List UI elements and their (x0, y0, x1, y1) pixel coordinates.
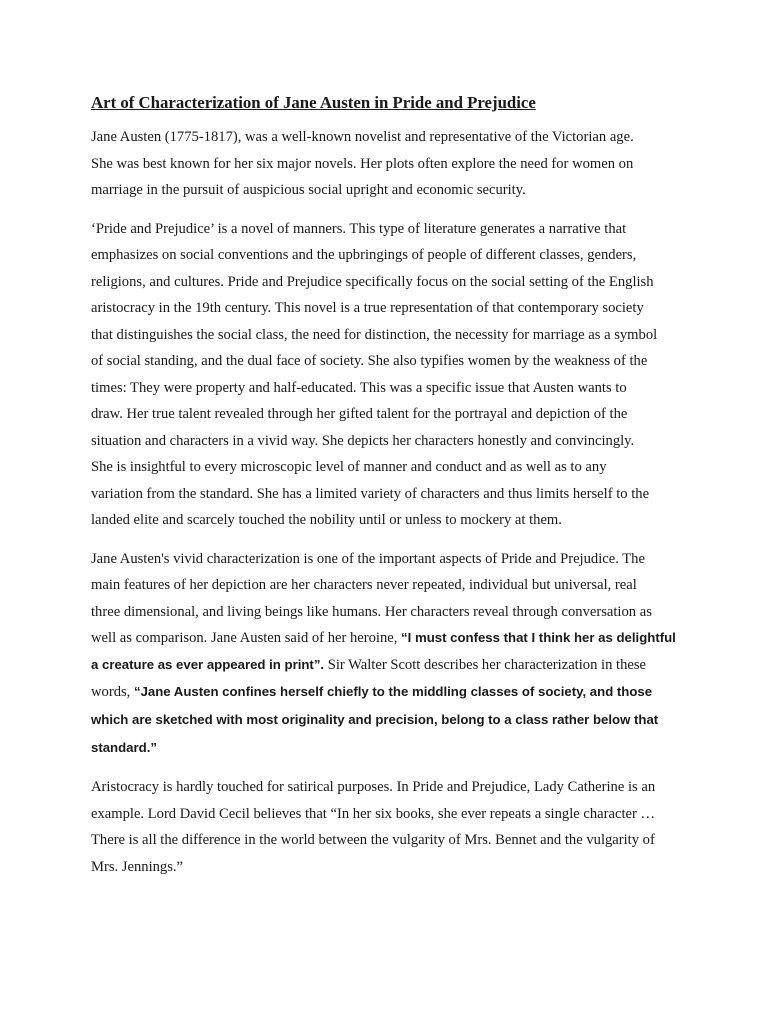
text-line: There is all the difference in the world between the vulgarity of Mrs. Bennet and the vulgarity of (91, 832, 655, 848)
text-line: situation and characters in a vivid way. She depicts her characters honestly and convincingly. (91, 432, 635, 449)
text-line: example. Lord David Cecil believes that “In her six books, she ever repeats a single character … (91, 805, 656, 822)
text-line: that distinguishes the social class, the need for distinction, the necessity for marriage as a symbol (91, 326, 658, 343)
paragraph-aristocracy (91, 774, 681, 880)
document-title: Art of Characterization of Jane Austen in Pride and Prejudice (91, 93, 536, 112)
quote-austen-end: a creature as ever appeared in print”. (91, 656, 325, 672)
text-segment: Sir Walter Scott describes her characterization in these (324, 656, 647, 673)
paragraph-intro (91, 124, 681, 204)
text-line (91, 734, 681, 762)
quote-scott: “Jane Austen confines herself chiefly to the middling classes of society, and those (133, 684, 653, 699)
text-line: variation from the standard. She has a limited variety of characters and thus limits herself to the (91, 485, 650, 502)
text-line: main features of her depiction are her characters never repeated, individual but universal, real (91, 577, 637, 593)
text-line: She is insightful to every microscopic level of manner and conduct and as well as to any (91, 459, 607, 475)
text-line: draw. Her true talent revealed through her gifted talent for the portrayal and depiction of the (91, 406, 628, 422)
text-line (91, 652, 681, 679)
text-line: religions, and cultures. Pride and Prejudice specifically focus on the social setting of the English (91, 273, 654, 290)
text-line: landed elite and scarcely touched the nobility until or unless to mockery at them. (91, 512, 562, 528)
text-line: marriage in the pursuit of auspicious social upright and economic security. (91, 182, 526, 198)
paragraph-novel-of-manners (91, 216, 681, 534)
text-line: three dimensional, and living beings like humans. Her characters reveal through conversation as (91, 603, 652, 620)
text-line: Jane Austen's vivid characterization is one of the important aspects of Pride and Prejudice. The (91, 550, 645, 567)
text-segment: words, (91, 684, 134, 700)
text-line: Mrs. Jennings.” (91, 858, 184, 875)
text-line: of social standing, and the dual face of society. She also typifies women by the weakness of the (91, 353, 648, 369)
quote-austen: “I must confess that I think her as delightful (401, 630, 676, 645)
text-line: ‘Pride and Prejudice’ is a novel of manners. This type of literature generates a narrative that (91, 220, 627, 237)
text-segment: well as comparison. Jane Austen said of her heroine, (91, 630, 402, 646)
text-line: Aristocracy is hardly touched for satirical purposes. In Pride and Prejudice, Lady Catherine is an (91, 779, 656, 795)
text-line: She was best known for her six major novels. Her plots often explore the need for women on (91, 155, 634, 172)
text-line (91, 706, 681, 734)
text-line (91, 678, 681, 706)
quote-scott-cont: which are sketched with most originality and precision, belong to a class rather below that (91, 712, 659, 727)
text-line: times: They were property and half-educated. This was a specific issue that Austen wants to (91, 379, 627, 396)
paragraph-characterization (91, 546, 681, 763)
text-line: Jane Austen (1775-1817), was a well-known novelist and representative of the Victorian age. (91, 129, 634, 145)
quote-scott-end: standard.” (91, 740, 157, 755)
text-line: aristocracy in the 19th century. This novel is a true representation of that contemporary society (91, 300, 644, 316)
text-line (91, 625, 681, 652)
text-line: emphasizes on social conventions and the upbringings of people of different classes, genders, (91, 247, 637, 263)
document-page (91, 92, 681, 892)
